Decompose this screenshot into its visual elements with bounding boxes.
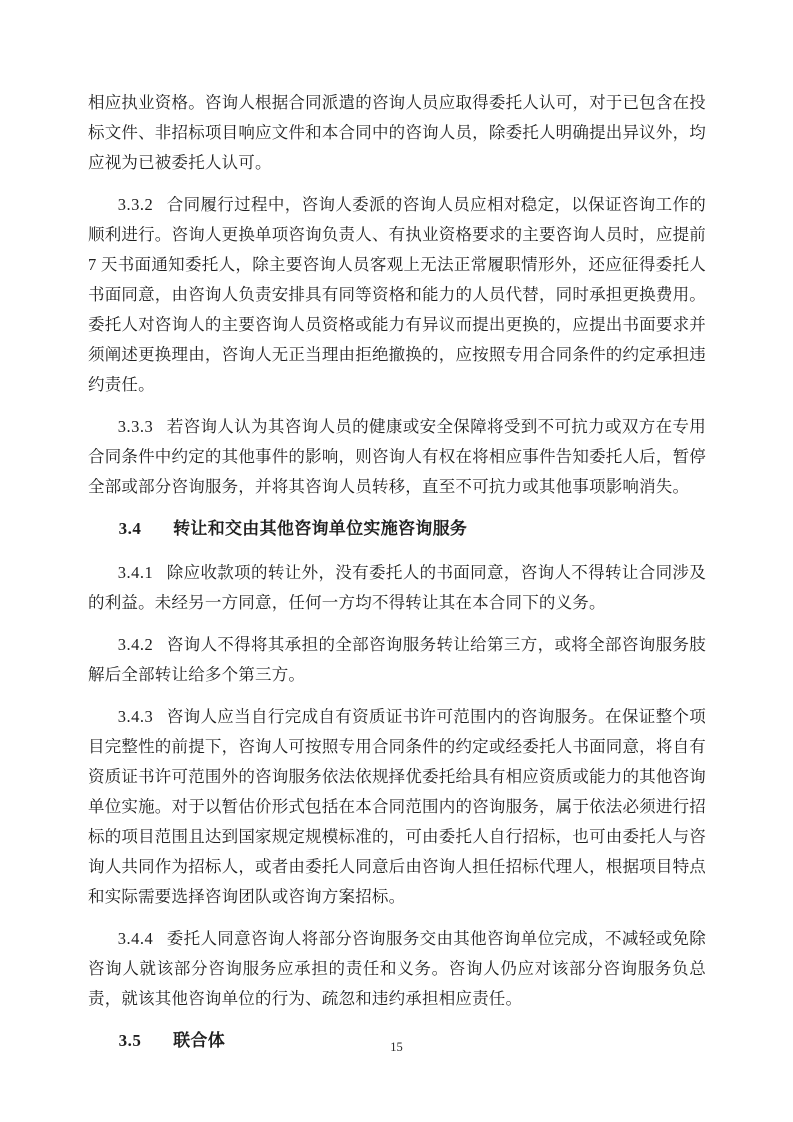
clause-paragraph-3-4-2 bbox=[88, 630, 706, 690]
clause-number: 3.3.2 bbox=[117, 195, 154, 214]
clause-paragraph-3-4-1 bbox=[88, 558, 706, 618]
clause-paragraph-3-4-3 bbox=[88, 702, 706, 912]
clause-number: 3.4.4 bbox=[117, 929, 154, 948]
heading-number: 3.4 bbox=[118, 519, 142, 538]
clause-number: 3.4.3 bbox=[117, 707, 154, 726]
page-number: 15 bbox=[390, 1040, 403, 1054]
clause-number: 3.4.2 bbox=[117, 635, 154, 654]
clause-paragraph-3-3-2 bbox=[88, 190, 706, 400]
clause-number: 3.4.1 bbox=[117, 563, 154, 582]
heading-title: 转让和交由其他咨询单位实施咨询服务 bbox=[173, 519, 468, 538]
clause-paragraph-3-4-4 bbox=[88, 924, 706, 1014]
heading-title: 联合体 bbox=[173, 1031, 225, 1050]
clause-text: 咨询人应当自行完成自有资质证书许可范围内的咨询服务。在保证整个项目完整性的前提下，咨询人可按照专用合同条件的约定或经委托人书面同意，将自有资质证书许可范围外的咨询服务依法依规择优委托给具有相应资质或能力的其他咨询单位实施。对于以暂估价形式包括在本合同范围内的咨询服务，属于依法必须进行招标的项目范围且达到国家规定规模标准的，可由委托人自行招标，也可由委托人与咨询人共同作为招标人，或者由委托人同意后由咨询人担任招标代理人，根据项目特点和实际需要选择咨询团队或咨询方案招标。 bbox=[88, 707, 706, 906]
clause-text: 若咨询人认为其咨询人员的健康或安全保障将受到不可抗力或双方在专用合同条件中约定的其他事件的影响，则咨询人有权在将相应事件告知委托人后，暂停全部或部分咨询服务，并将其咨询人员转移，直至不可抗力或其他事项影响消失。 bbox=[88, 417, 706, 496]
paragraph-text: 相应执业资格。咨询人根据合同派遣的咨询人员应取得委托人认可，对于已包含在投标文件、非招标项目响应文件和本合同中的咨询人员，除委托人明确提出异议外，均应视为已被委托人认可。 bbox=[88, 93, 706, 172]
heading-number: 3.5 bbox=[118, 1031, 142, 1050]
document-content bbox=[88, 88, 706, 1070]
clause-number: 3.3.3 bbox=[117, 417, 154, 436]
clause-text: 咨询人不得将其承担的全部咨询服务转让给第三方，或将全部咨询服务肢解后全部转让给多个第三方。 bbox=[88, 635, 706, 684]
clause-text: 除应收款项的转让外，没有委托人的书面同意，咨询人不得转让合同涉及的利益。未经另一方同意，任何一方均不得转让其在本合同下的义务。 bbox=[88, 563, 706, 612]
clause-paragraph-3-3-3 bbox=[88, 412, 706, 502]
clause-text: 合同履行过程中，咨询人委派的咨询人员应相对稳定，以保证咨询工作的顺利进行。咨询人更换单项咨询负责人、有执业资格要求的主要咨询人员时，应提前 7 天书面通知委托人，除主要咨询人员客观上无法正常履职情形外，还应征得委托人书面同意，由咨询人负责安排具有同等资格和能力的人员代替，同时承担更换费用。委托人对咨询人的主要咨询人员资格或能力有异议而提出更换的，应提出书面要求并须阐述更换理由，咨询人无正当理由拒绝撤换的，应按照专用合同条件的约定承担违约责任。 bbox=[88, 195, 706, 394]
continuation-paragraph bbox=[88, 88, 706, 178]
clause-text: 委托人同意咨询人将部分咨询服务交由其他咨询单位完成，不减轻或免除咨询人就该部分咨询服务应承担的责任和义务。咨询人仍应对该部分咨询服务负总责，就该其他咨询单位的行为、疏忽和违约承担相应责任。 bbox=[88, 929, 706, 1008]
section-heading-3-4 bbox=[88, 514, 706, 544]
